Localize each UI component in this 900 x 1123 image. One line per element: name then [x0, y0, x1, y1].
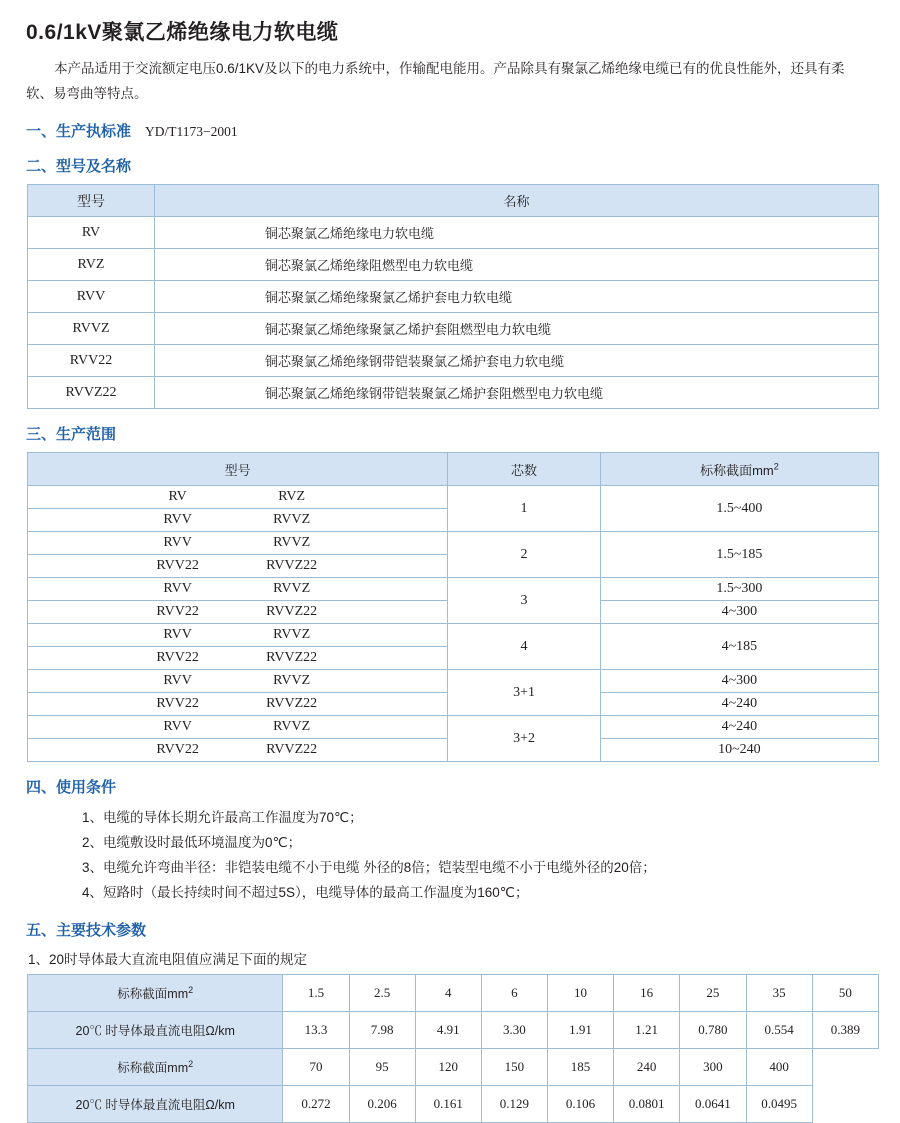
cell-models [28, 647, 448, 670]
cell-models [28, 716, 448, 739]
cell-section: 1.5~400 [600, 486, 878, 532]
cell-model-3: RVV22 [156, 650, 199, 665]
cell-model-2: RVVZ [273, 581, 311, 596]
cell-models [28, 555, 448, 578]
usage-conditions-list [26, 805, 878, 905]
cell-model-1: RV [168, 489, 187, 504]
model-pair-top [28, 719, 447, 735]
table-row [28, 486, 879, 509]
cell-model-2: RVVZ [273, 535, 311, 550]
cell-model-4: RVVZ [273, 512, 311, 527]
intro-paragraph: 本产品适用于交流额定电压0.6/1KV及以下的电力系统中，作输配电能用。产品除具有聚氯乙烯绝缘电缆已有的优良性能外，还具有柔软、易弯曲等特点。 [26, 61, 845, 101]
cell-section-value: 10 [547, 975, 613, 1012]
cell-section: 4~300 [600, 601, 878, 624]
table-row [28, 1012, 879, 1049]
model-pair-top [28, 535, 447, 551]
table-header-row [28, 453, 879, 486]
cell-section-value: 70 [283, 1049, 349, 1086]
cell-model-2: RVZ [278, 489, 306, 504]
cell-model-1: RVV [163, 581, 192, 596]
table-row [28, 1049, 879, 1086]
cell-model-1: RVV [163, 673, 192, 688]
cell-model: RVZ [28, 249, 155, 281]
table-row [28, 624, 879, 647]
model-pair-bottom [28, 512, 447, 528]
cell-resistance-value: 13.3 [283, 1012, 349, 1049]
cell-cores: 1 [448, 486, 601, 532]
cell-model-3: RVV [163, 512, 192, 527]
cell-name: 铜芯聚氯乙烯绝缘钢带铠装聚氯乙烯护套阻燃型电力软电缆 [155, 377, 879, 409]
cell-cores: 3+2 [448, 716, 601, 762]
cell-model-1: RVV [163, 719, 192, 734]
cell-section-value: 35 [746, 975, 812, 1012]
cell-model: RVVZ22 [28, 377, 155, 409]
cell-section-value: 150 [481, 1049, 547, 1086]
cell-empty [812, 1049, 878, 1086]
cell-resistance-value: 0.389 [812, 1012, 878, 1049]
header-model: 型号 [28, 185, 155, 217]
cell-section-value: 2.5 [349, 975, 415, 1012]
model-pair-bottom [28, 696, 447, 712]
table-row [28, 249, 879, 281]
cell-model-3: RVV22 [156, 742, 199, 757]
cell-section-value: 120 [415, 1049, 481, 1086]
cell-model: RVV22 [28, 345, 155, 377]
row-label-section-text: 标称截面mm [117, 1061, 189, 1075]
section-heading-models: 二、型号及名称 [26, 158, 132, 175]
table-row [28, 281, 879, 313]
row-label-section-sup: 2 [188, 984, 194, 995]
cell-models [28, 578, 448, 601]
cell-resistance-value: 4.91 [415, 1012, 481, 1049]
list-item: 2、电缆敷设时最低环境温度为0℃； [82, 835, 302, 850]
cell-model-1: RVV [163, 535, 192, 550]
table-row [28, 670, 879, 693]
cell-resistance-value: 0.161 [415, 1086, 481, 1123]
cell-name: 铜芯聚氯乙烯绝缘聚氯乙烯护套电力软电缆 [155, 281, 879, 313]
model-pair-bottom [28, 742, 447, 758]
cell-models [28, 670, 448, 693]
parameter-note: 1、20时导体最大直流电阻值应满足下面的规定 [28, 952, 308, 967]
production-range-table [27, 452, 879, 762]
row-label-section [28, 1049, 283, 1086]
cell-model-2: RVVZ [273, 673, 311, 688]
cell-model: RV [28, 217, 155, 249]
cell-name: 铜芯聚氯乙烯绝缘电力软电缆 [155, 217, 879, 249]
section-heading-range: 三、生产范围 [26, 426, 117, 443]
cell-cores: 2 [448, 532, 601, 578]
table-row [28, 578, 879, 601]
cell-model: RVV [28, 281, 155, 313]
model-name-table [27, 184, 879, 409]
section-heading-standard [26, 120, 878, 141]
row-label-section-text: 标称截面mm [117, 987, 189, 1001]
resistance-table [27, 974, 879, 1123]
cell-name: 铜芯聚氯乙烯绝缘阻燃型电力软电缆 [155, 249, 879, 281]
cell-models [28, 624, 448, 647]
cell-resistance-value: 0.0801 [614, 1086, 680, 1123]
cell-resistance-value: 0.206 [349, 1086, 415, 1123]
cell-resistance-value: 1.21 [614, 1012, 680, 1049]
cell-section: 4~185 [600, 624, 878, 670]
cell-model-4: RVVZ22 [266, 742, 318, 757]
cell-model-2: RVVZ [273, 719, 311, 734]
cell-resistance-value: 7.98 [349, 1012, 415, 1049]
cell-section: 4~300 [600, 670, 878, 693]
cell-resistance-value: 0.0495 [746, 1086, 812, 1123]
cell-section-value: 16 [614, 975, 680, 1012]
table-row [28, 1086, 879, 1123]
cell-section-value: 300 [680, 1049, 746, 1086]
cell-resistance-value: 0.554 [746, 1012, 812, 1049]
cell-name: 铜芯聚氯乙烯绝缘钢带铠装聚氯乙烯护套电力软电缆 [155, 345, 879, 377]
table-row [28, 345, 879, 377]
model-pair-top [28, 673, 447, 689]
table-row [28, 532, 879, 555]
cell-model-4: RVVZ22 [266, 650, 318, 665]
model-pair-top [28, 581, 447, 597]
cell-section: 4~240 [600, 716, 878, 739]
cell-section-value: 240 [614, 1049, 680, 1086]
section-heading-conditions: 四、使用条件 [26, 779, 117, 796]
cell-models [28, 693, 448, 716]
header-section [600, 453, 878, 486]
cell-model: RVVZ [28, 313, 155, 345]
cell-resistance-value: 0.272 [283, 1086, 349, 1123]
model-pair-top [28, 489, 447, 505]
cell-model-4: RVVZ22 [266, 558, 318, 573]
cell-section-value: 185 [547, 1049, 613, 1086]
section-1-label: 一、生产执标准 [26, 123, 132, 140]
row-label-resistance: 20℃ 时导体最直流电阻Ω/km [28, 1086, 283, 1123]
row-label-section-sup: 2 [188, 1058, 194, 1069]
table-row [28, 377, 879, 409]
cell-models [28, 486, 448, 509]
row-label-section [28, 975, 283, 1012]
cell-model-3: RVV22 [156, 558, 199, 573]
table-row [28, 217, 879, 249]
cell-model-3: RVV22 [156, 604, 199, 619]
cell-cores: 3+1 [448, 670, 601, 716]
cell-section: 1.5~300 [600, 578, 878, 601]
cell-model-3: RVV22 [156, 696, 199, 711]
model-pair-top [28, 627, 447, 643]
cell-section: 10~240 [600, 739, 878, 762]
cell-empty [812, 1086, 878, 1123]
cell-resistance-value: 3.30 [481, 1012, 547, 1049]
model-pair-bottom [28, 650, 447, 666]
cell-model-4: RVVZ22 [266, 604, 318, 619]
page-title: 0.6/1kV聚氯乙烯绝缘电力软电缆 [26, 21, 339, 44]
cell-resistance-value: 0.0641 [680, 1086, 746, 1123]
cell-section-value: 6 [481, 975, 547, 1012]
cell-section: 1.5~185 [600, 532, 878, 578]
cell-section-value: 95 [349, 1049, 415, 1086]
cell-models [28, 601, 448, 624]
header-cores: 芯数 [448, 453, 601, 486]
cell-cores: 4 [448, 624, 601, 670]
table-row [28, 975, 879, 1012]
standard-code: YD/T1173−2001 [145, 124, 238, 139]
cell-section-value: 1.5 [283, 975, 349, 1012]
list-item: 3、电缆允许弯曲半径：非铠装电缆不小于电缆 外径的8倍；铠装型电缆不小于电缆外径的20倍； [82, 860, 656, 875]
cell-resistance-value: 0.780 [680, 1012, 746, 1049]
cell-section: 4~240 [600, 693, 878, 716]
cell-resistance-value: 0.106 [547, 1086, 613, 1123]
cell-models [28, 509, 448, 532]
cell-models [28, 739, 448, 762]
cell-section-value: 4 [415, 975, 481, 1012]
cell-model-4: RVVZ22 [266, 696, 318, 711]
list-item: 1、电缆的导体长期允许最高工作温度为70℃； [82, 810, 363, 825]
cell-section-value: 50 [812, 975, 878, 1012]
header-name: 名称 [155, 185, 879, 217]
model-pair-bottom [28, 558, 447, 574]
cell-models [28, 532, 448, 555]
table-header-row [28, 185, 879, 217]
header-section-sup: 2 [773, 461, 779, 472]
cell-section-value: 25 [680, 975, 746, 1012]
cell-section-value: 400 [746, 1049, 812, 1086]
header-model: 型号 [28, 453, 448, 486]
cell-resistance-value: 1.91 [547, 1012, 613, 1049]
table-row [28, 313, 879, 345]
cell-cores: 3 [448, 578, 601, 624]
model-pair-bottom [28, 604, 447, 620]
cell-model-1: RVV [163, 627, 192, 642]
section-heading-parameters: 五、主要技术参数 [26, 922, 147, 939]
header-section-text: 标称截面mm [700, 462, 774, 478]
cell-model-2: RVVZ [273, 627, 311, 642]
list-item: 4、短路时（最长持续时间不超过5S），电缆导体的最高工作温度为160℃； [82, 885, 529, 900]
cell-resistance-value: 0.129 [481, 1086, 547, 1123]
row-label-resistance: 20℃ 时导体最直流电阻Ω/km [28, 1012, 283, 1049]
cell-name: 铜芯聚氯乙烯绝缘聚氯乙烯护套阻燃型电力软电缆 [155, 313, 879, 345]
table-row [28, 716, 879, 739]
